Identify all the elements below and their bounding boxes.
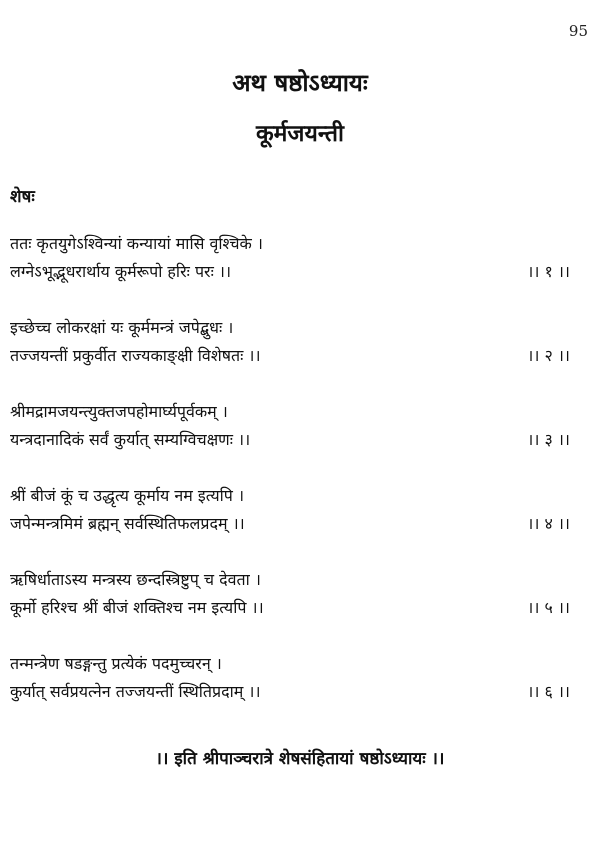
verse-1 — [10, 230, 570, 314]
verse-number: ।। ३ ।। — [527, 430, 570, 449]
speaker-label: शेषः — [10, 187, 35, 207]
verse-list — [10, 230, 570, 734]
verse-4 — [10, 482, 570, 566]
verse-number: ।। १ ।। — [527, 262, 570, 281]
verse-line-1: ततः कृतयुगेऽश्विन्यां कन्यायां मासि वृश्चिके । — [10, 234, 263, 253]
verse-line-1: श्रीमद्रामजयन्त्युक्तजपहोमार्घ्यपूर्वकम् । — [10, 402, 228, 421]
verse-5 — [10, 566, 570, 650]
verse-number: ।। ४ ।। — [527, 514, 570, 533]
verse-line-1: श्रीं बीजं कूं च उद्धृत्य कूर्माय नम इत्यपि । — [10, 486, 245, 505]
verse-line-2: कुर्यात् सर्वप्रयत्नेन तज्जयन्तीं स्थितिप्रदाम् ।। — [10, 682, 261, 701]
verse-line-1: इच्छेच्च लोकरक्षां यः कूर्ममन्त्रं जपेद्बुधः । — [10, 318, 234, 337]
verse-line-1: तन्मन्त्रेण षडङ्गन्तु प्रत्येकं पदमुच्चरन् । — [10, 654, 222, 673]
chapter-title: अथ षष्ठोऽध्यायः — [232, 69, 368, 97]
verse-number: ।। ६ ।। — [527, 682, 570, 701]
verse-line-2: जपेन्मन्त्रमिमं ब्रह्मन् सर्वस्थितिफलप्रदम् ।। — [10, 514, 245, 533]
verse-line-1: ऋषिर्धाताऽस्य मन्त्रस्य छन्दस्त्रिष्टुप् च देवता । — [10, 570, 261, 589]
verse-line-2: तज्जयन्तीं प्रकुर्वीत राज्यकाङ्क्षी विशेषतः ।। — [10, 346, 261, 365]
verse-number: ।। २ ।। — [527, 346, 570, 365]
verse-line-2: लग्नेऽभूद्भूधरार्थाय कूर्मरूपो हरिः परः ।। — [10, 262, 232, 281]
page-number: 95 — [568, 22, 588, 40]
verse-line-2: यन्त्रदानादिकं सर्वं कुर्यात् सम्यग्विचक्षणः ।। — [10, 430, 251, 449]
verse-3 — [10, 398, 570, 482]
chapter-subtitle: कूर्मजयन्ती — [256, 121, 344, 147]
verse-2 — [10, 314, 570, 398]
verse-number: ।। ५ ।। — [527, 598, 570, 617]
verse-6 — [10, 650, 570, 734]
verse-line-2: कूर्मो हरिश्च श्रीं बीजं शक्तिश्च नम इत्यपि ।। — [10, 598, 264, 617]
chapter-colophon: ।। इति श्रीपाञ्चरात्रे शेषसंहितायां षष्ठोऽध्यायः ।। — [155, 749, 445, 769]
